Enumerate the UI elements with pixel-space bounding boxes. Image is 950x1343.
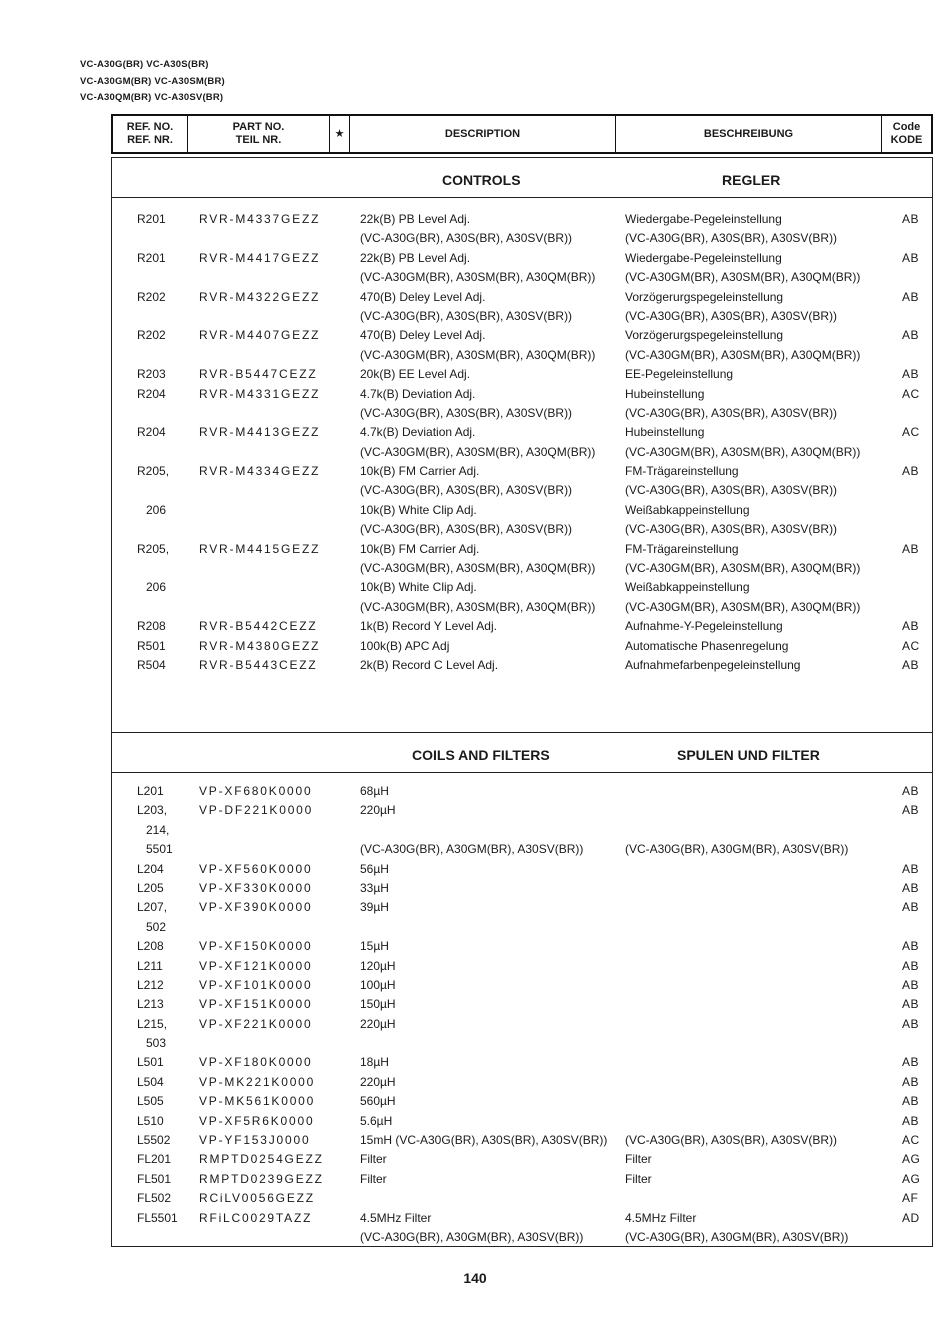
beschreibung-cell: EE-Pegeleinstellung — [625, 367, 734, 382]
table-row — [112, 918, 932, 937]
model-list — [80, 57, 225, 107]
code-cell: AB — [902, 657, 920, 672]
code-cell: AG — [902, 1171, 921, 1186]
description-cell: (VC-A30G(BR), A30S(BR), A30SV(BR)) — [360, 522, 573, 537]
ref-no-cell: R202 — [137, 289, 166, 304]
header-description — [350, 116, 616, 152]
table-row — [112, 840, 932, 859]
code-cell: AB — [902, 464, 920, 479]
part-no-cell: RCiLV0056GEZZ — [199, 1191, 315, 1206]
beschreibung-cell: 4.5MHz Filter — [625, 1210, 697, 1225]
ref-no-cell: R201 — [137, 250, 166, 265]
description-cell: 10k(B) FM Carrier Adj. — [360, 541, 480, 556]
description-cell: 10k(B) White Clip Adj. — [360, 502, 477, 517]
description-cell: 470(B) Deley Level Adj. — [360, 328, 486, 343]
code-cell: AB — [902, 880, 920, 895]
part-no-cell: VP-MK221K0000 — [199, 1074, 316, 1089]
code-cell: AF — [902, 1191, 919, 1206]
description-cell: (VC-A30G(BR), A30GM(BR), A30SV(BR)) — [360, 1229, 584, 1244]
beschreibung-cell: (VC-A30G(BR), A30GM(BR), A30SV(BR)) — [625, 842, 849, 857]
part-no-cell: VP-XF5R6K0000 — [199, 1113, 315, 1128]
header-code — [882, 116, 931, 152]
code-cell: AG — [902, 1152, 921, 1167]
table-row — [112, 540, 932, 559]
table-row — [112, 957, 932, 976]
code-cell: AB — [902, 289, 920, 304]
ref-no-cell: R201 — [137, 212, 166, 226]
beschreibung-cell: Aufnahmefarbenpegeleinstellung — [625, 657, 801, 672]
table-row — [112, 365, 932, 384]
part-no-cell: RVR-M4322GEZZ — [199, 289, 321, 304]
ref-no-cell: FL5501 — [137, 1210, 178, 1225]
table-row — [112, 481, 932, 500]
beschreibung-cell: (VC-A30GM(BR), A30SM(BR), A30QM(BR)) — [625, 270, 861, 285]
code-cell: AB — [902, 958, 920, 973]
code-cell: AB — [902, 1055, 920, 1070]
ref-no-cell: FL201 — [137, 1152, 172, 1167]
header-code-label-de: KODE — [890, 134, 923, 146]
table-row — [112, 210, 932, 229]
header-part-no — [188, 116, 330, 152]
part-no-cell: VP-XF330K0000 — [199, 880, 313, 895]
ref-no-cell: FL502 — [137, 1191, 172, 1206]
table-row — [112, 995, 932, 1014]
code-cell: AB — [902, 1074, 920, 1089]
table-row — [112, 346, 932, 365]
description-cell: (VC-A30G(BR), A30S(BR), A30SV(BR)) — [360, 231, 573, 246]
table-row — [112, 898, 932, 917]
ref-no-cell: L203, — [137, 803, 168, 818]
beschreibung-cell: (VC-A30G(BR), A30S(BR), A30SV(BR)) — [625, 1133, 838, 1148]
part-no-cell: RVR-M4413GEZZ — [199, 425, 321, 440]
header-ref-no — [113, 116, 188, 152]
table-row — [112, 229, 932, 248]
description-cell: 220µH — [360, 1016, 396, 1031]
section-title-de: SPULEN UND FILTER — [677, 747, 820, 763]
table-row — [112, 1228, 932, 1247]
description-cell: 18µH — [360, 1055, 389, 1070]
table-row — [112, 598, 932, 617]
description-cell: 10k(B) White Clip Adj. — [360, 580, 477, 595]
description-cell: 20k(B) EE Level Adj. — [360, 367, 471, 382]
table-row — [112, 1170, 932, 1189]
table-header — [111, 114, 933, 154]
parts-list — [112, 782, 932, 1247]
code-cell: AB — [902, 861, 920, 876]
table-row — [112, 520, 932, 539]
code-cell: AB — [902, 1113, 920, 1128]
part-no-cell: RVR-M4337GEZZ — [199, 212, 321, 226]
code-cell: AB — [902, 1094, 920, 1109]
ref-no-cell: R208 — [137, 619, 166, 634]
beschreibung-cell: FM-Trägareinstellung — [625, 541, 739, 556]
section-title: CONTROLS — [442, 172, 521, 188]
ref-no-cell: L204 — [137, 861, 164, 876]
code-cell: AB — [902, 541, 920, 556]
code-cell: AB — [902, 212, 920, 226]
ref-no-cell: L505 — [137, 1094, 164, 1109]
table-row — [112, 821, 932, 840]
section-title-de: REGLER — [722, 172, 781, 188]
part-no-cell: RMPTD0239GEZZ — [199, 1171, 324, 1186]
code-cell: AB — [902, 997, 920, 1012]
ref-no-cell: R204 — [137, 425, 166, 440]
table-row — [112, 860, 932, 879]
ref-no-cell: FL501 — [137, 1171, 172, 1186]
part-no-cell: RVR-M4407GEZZ — [199, 328, 321, 343]
description-cell: 33µH — [360, 880, 389, 895]
ref-no-cell: L207, — [137, 900, 168, 915]
table-row — [112, 559, 932, 578]
section-title: COILS AND FILTERS — [412, 747, 550, 763]
part-no-cell: VP-XF680K0000 — [199, 784, 313, 798]
description-cell: 220µH — [360, 803, 396, 818]
ref-no-cell: R203 — [137, 367, 166, 382]
beschreibung-cell: Vorzögerurgspegeleinstellung — [625, 289, 784, 304]
part-no-cell: RVR-M4415GEZZ — [199, 541, 321, 556]
header-part-label: PART NO. — [232, 121, 285, 133]
table-row — [112, 288, 932, 307]
code-cell: AB — [902, 784, 920, 798]
header-description-label: DESCRIPTION — [444, 127, 521, 140]
parts-list — [112, 210, 932, 675]
description-cell: (VC-A30GM(BR), A30SM(BR), A30QM(BR)) — [360, 561, 596, 576]
beschreibung-cell: Automatische Phasenregelung — [625, 638, 789, 653]
description-cell: 1k(B) Record Y Level Adj. — [360, 619, 497, 634]
code-cell: AC — [902, 386, 920, 401]
description-cell: 39µH — [360, 900, 389, 915]
part-no-cell: VP-XF180K0000 — [199, 1055, 313, 1070]
part-no-cell: RFiLC0029TAZZ — [199, 1210, 313, 1225]
table-row — [112, 385, 932, 404]
code-cell: AB — [902, 367, 920, 382]
beschreibung-cell: Aufnahme-Y-Pegeleinstellung — [625, 619, 783, 634]
model-line: VC-A30G(BR) VC-A30S(BR) — [80, 59, 209, 70]
description-cell: (VC-A30G(BR), A30S(BR), A30SV(BR)) — [360, 483, 573, 498]
ref-no-cell: R204 — [137, 386, 166, 401]
description-cell: 22k(B) PB Level Adj. — [360, 250, 471, 265]
description-cell: 68µH — [360, 784, 389, 798]
ref-no-cell: R205, — [137, 541, 170, 556]
model-line: VC-A30QM(BR) VC-A30SV(BR) — [80, 92, 224, 103]
beschreibung-cell: Wiedergabe-Pegeleinstellung — [625, 250, 782, 265]
table-row — [112, 1209, 932, 1228]
description-cell: 220µH — [360, 1074, 396, 1089]
part-no-cell: VP-MK561K0000 — [199, 1094, 316, 1109]
header-star — [330, 116, 350, 152]
table-row — [112, 578, 932, 597]
beschreibung-cell: (VC-A30G(BR), A30GM(BR), A30SV(BR)) — [625, 1229, 849, 1244]
section-controls — [111, 157, 933, 732]
table-row — [112, 637, 932, 656]
ref-no-cell: R202 — [137, 328, 166, 343]
code-cell: AB — [902, 803, 920, 818]
beschreibung-cell: Filter — [625, 1152, 652, 1167]
description-cell: 120µH — [360, 958, 396, 973]
code-cell: AB — [902, 939, 920, 954]
beschreibung-cell: (VC-A30G(BR), A30S(BR), A30SV(BR)) — [625, 522, 838, 537]
code-cell: AB — [902, 250, 920, 265]
code-cell: AC — [902, 1133, 920, 1148]
description-cell: Filter — [360, 1171, 387, 1186]
ref-no-cell: L211 — [137, 958, 163, 973]
header-part-label-de: TEIL NR. — [235, 134, 282, 146]
beschreibung-cell: Hubeinstellung — [625, 386, 705, 401]
part-no-cell: VP-DF221K0000 — [199, 803, 314, 818]
beschreibung-cell: (VC-A30GM(BR), A30SM(BR), A30QM(BR)) — [625, 561, 861, 576]
part-no-cell: VP-XF121K0000 — [199, 958, 313, 973]
ref-no-cell: L213 — [137, 997, 164, 1012]
description-cell: 22k(B) PB Level Adj. — [360, 212, 471, 226]
table-row — [112, 249, 932, 268]
table-row — [112, 1053, 932, 1072]
table-row — [112, 501, 932, 520]
part-no-cell: VP-YF153J0000 — [199, 1133, 311, 1148]
table-row — [112, 879, 932, 898]
beschreibung-cell: Wiedergabe-Pegeleinstellung — [625, 212, 782, 226]
part-no-cell: VP-XF221K0000 — [199, 1016, 313, 1031]
code-cell: AC — [902, 425, 920, 440]
ref-no-cell: L215, — [137, 1016, 168, 1031]
code-cell: AB — [902, 900, 920, 915]
part-no-cell: RVR-M4380GEZZ — [199, 638, 321, 653]
description-cell: (VC-A30GM(BR), A30SM(BR), A30QM(BR)) — [360, 270, 596, 285]
table-row — [112, 404, 932, 423]
part-no-cell: RMPTD0254GEZZ — [199, 1152, 324, 1167]
ref-no-cell: L510 — [137, 1113, 164, 1128]
description-cell: Filter — [360, 1152, 387, 1167]
ref-no-cell: 502 — [146, 919, 167, 934]
description-cell: 5.6µH — [360, 1113, 393, 1128]
part-no-cell: VP-XF101K0000 — [199, 977, 313, 992]
part-no-cell: VP-XF150K0000 — [199, 939, 313, 954]
beschreibung-cell: Filter — [625, 1171, 652, 1186]
description-cell: (VC-A30GM(BR), A30SM(BR), A30QM(BR)) — [360, 444, 596, 459]
table-row — [112, 801, 932, 820]
code-cell: AB — [902, 328, 920, 343]
model-line: VC-A30GM(BR) VC-A30SM(BR) — [80, 75, 225, 87]
table-row — [112, 656, 932, 675]
ref-no-cell: L501 — [137, 1055, 164, 1070]
beschreibung-cell: (VC-A30GM(BR), A30SM(BR), A30QM(BR)) — [625, 444, 861, 459]
description-cell: 560µH — [360, 1094, 396, 1109]
beschreibung-cell: Vorzögerurgspegeleinstellung — [625, 328, 784, 343]
description-cell: (VC-A30GM(BR), A30SM(BR), A30QM(BR)) — [360, 347, 596, 362]
description-cell: (VC-A30GM(BR), A30SM(BR), A30QM(BR)) — [360, 599, 596, 614]
part-no-cell: RVR-B5447CEZZ — [199, 367, 318, 382]
table-row — [112, 1150, 932, 1169]
table-row — [112, 617, 932, 636]
beschreibung-cell: Weißabkappeinstellung — [625, 502, 750, 517]
part-no-cell: RVR-M4334GEZZ — [199, 464, 321, 479]
beschreibung-cell: (VC-A30G(BR), A30S(BR), A30SV(BR)) — [625, 483, 838, 498]
ref-no-cell: 206 — [146, 502, 167, 517]
ref-no-cell: 214, — [146, 822, 170, 837]
beschreibung-cell: (VC-A30G(BR), A30S(BR), A30SV(BR)) — [625, 308, 838, 323]
description-cell: 470(B) Deley Level Adj. — [360, 289, 486, 304]
part-no-cell: RVR-M4417GEZZ — [199, 250, 321, 265]
ref-no-cell: L201 — [137, 784, 164, 798]
description-cell: 4.7k(B) Deviation Adj. — [360, 425, 476, 440]
description-cell: 4.5MHz Filter — [360, 1210, 432, 1225]
ref-no-cell: R504 — [137, 657, 166, 672]
part-no-cell: VP-XF151K0000 — [199, 997, 313, 1012]
table-row — [112, 1034, 932, 1053]
table-row — [112, 1189, 932, 1208]
description-cell: 15µH — [360, 939, 389, 954]
header-beschreibung — [616, 116, 882, 152]
beschreibung-cell: Weißabkappeinstellung — [625, 580, 750, 595]
code-cell: AC — [902, 638, 920, 653]
header-ref-label-de: REF. NR. — [127, 134, 173, 146]
beschreibung-cell: (VC-A30GM(BR), A30SM(BR), A30QM(BR)) — [625, 599, 861, 614]
description-cell: (VC-A30G(BR), A30S(BR), A30SV(BR)) — [360, 308, 573, 323]
ref-no-cell: R205, — [137, 464, 170, 479]
code-cell: AB — [902, 619, 920, 634]
table-row — [112, 326, 932, 345]
part-no-cell: VP-XF390K0000 — [199, 900, 313, 915]
ref-no-cell: R501 — [137, 638, 166, 653]
description-cell: 15mH (VC-A30G(BR), A30S(BR), A30SV(BR)) — [360, 1133, 608, 1148]
code-cell: AB — [902, 1016, 920, 1031]
description-cell: 10k(B) FM Carrier Adj. — [360, 464, 480, 479]
code-cell: AD — [902, 1210, 920, 1225]
ref-no-cell: L212 — [137, 977, 164, 992]
description-cell: 4.7k(B) Deviation Adj. — [360, 386, 476, 401]
description-cell: 100µH — [360, 977, 396, 992]
part-no-cell: RVR-M4331GEZZ — [199, 386, 321, 401]
header-code-label: Code — [892, 121, 921, 133]
beschreibung-cell: FM-Trägareinstellung — [625, 464, 739, 479]
table-row — [112, 462, 932, 481]
section-header — [112, 733, 932, 773]
description-cell: 100k(B) APC Adj — [360, 638, 450, 653]
table-row — [112, 1015, 932, 1034]
table-row — [112, 937, 932, 956]
beschreibung-cell: (VC-A30G(BR), A30S(BR), A30SV(BR)) — [625, 405, 838, 420]
section-header — [112, 158, 932, 198]
table-row — [112, 1073, 932, 1092]
section-coils-filters — [111, 732, 933, 1247]
header-ref-label: REF. NO. — [126, 121, 174, 133]
page-number: 140 — [463, 1270, 487, 1286]
description-cell: 56µH — [360, 861, 389, 876]
ref-no-cell: 5501 — [146, 842, 173, 857]
description-cell: (VC-A30G(BR), A30S(BR), A30SV(BR)) — [360, 405, 573, 420]
ref-no-cell: L5502 — [137, 1133, 171, 1148]
ref-no-cell: 503 — [146, 1036, 167, 1051]
beschreibung-cell: (VC-A30G(BR), A30S(BR), A30SV(BR)) — [625, 231, 838, 246]
table-row — [112, 782, 932, 801]
beschreibung-cell: (VC-A30GM(BR), A30SM(BR), A30QM(BR)) — [625, 347, 861, 362]
table-row — [112, 307, 932, 326]
table-row — [112, 443, 932, 462]
description-cell: (VC-A30G(BR), A30GM(BR), A30SV(BR)) — [360, 842, 584, 857]
table-row — [112, 1112, 932, 1131]
table-row — [112, 976, 932, 995]
header-beschreibung-label: BESCHREIBUNG — [703, 127, 794, 140]
part-no-cell: RVR-B5443CEZZ — [199, 657, 318, 672]
table-row — [112, 1092, 932, 1111]
table-row — [112, 1131, 932, 1150]
description-cell: 150µH — [360, 997, 396, 1012]
code-cell: AB — [902, 977, 920, 992]
ref-no-cell: L205 — [137, 880, 164, 895]
table-row — [112, 268, 932, 287]
star-icon: ★ — [334, 127, 345, 140]
beschreibung-cell: Hubeinstellung — [625, 425, 705, 440]
ref-no-cell: L208 — [137, 939, 164, 954]
part-no-cell: VP-XF560K0000 — [199, 861, 313, 876]
part-no-cell: RVR-B5442CEZZ — [199, 619, 318, 634]
ref-no-cell: 206 — [146, 580, 167, 595]
table-row — [112, 423, 932, 442]
description-cell: 2k(B) Record C Level Adj. — [360, 657, 499, 672]
ref-no-cell: L504 — [137, 1074, 164, 1089]
